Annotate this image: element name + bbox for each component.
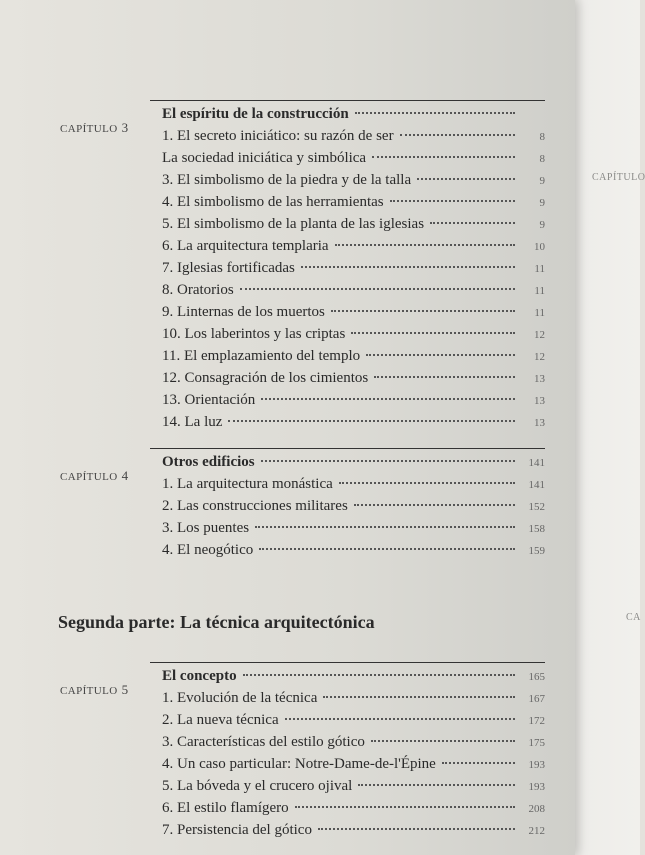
- dot-leader: [335, 244, 515, 246]
- entry-title: La sociedad iniciática y simbólica: [162, 150, 367, 166]
- toc-entry: [162, 498, 545, 520]
- entry-page-number: 12: [534, 329, 545, 341]
- chapter-number: 4: [121, 468, 129, 483]
- entry-page-number: 208: [528, 803, 545, 815]
- toc-entry: [162, 542, 545, 564]
- toc-entry: [162, 476, 545, 498]
- toc-entry: [162, 282, 545, 304]
- entry-title: 1. Evolución de la técnica: [162, 690, 318, 706]
- dot-leader: [442, 762, 515, 764]
- toc-entry: [162, 172, 545, 194]
- entry-title: 7. Persistencia del gótico: [162, 822, 312, 838]
- entry-title: 9. Linternas de los muertos: [162, 304, 325, 320]
- entry-page-number: 175: [528, 737, 545, 749]
- toc-entry: [162, 690, 545, 712]
- toc-entries: [162, 454, 545, 564]
- toc-entry: [162, 778, 545, 800]
- dot-leader: [240, 288, 515, 290]
- dot-leader: [228, 420, 515, 422]
- dot-leader: [358, 784, 515, 786]
- entry-page-number: 152: [528, 501, 545, 513]
- entry-title: 7. Iglesias fortificadas: [162, 260, 295, 276]
- dot-leader: [417, 178, 515, 180]
- dot-leader: [243, 674, 515, 676]
- dot-leader: [371, 740, 515, 742]
- dot-leader: [355, 112, 515, 114]
- entry-page-number: 212: [528, 825, 545, 837]
- entry-title: 1. La arquitectura monástica: [162, 476, 333, 492]
- entry-title: 5. La bóveda y el crucero ojival: [162, 778, 353, 794]
- entry-page-number: 8: [539, 131, 545, 143]
- entry-title: 6. El estilo flamígero: [162, 800, 289, 816]
- entry-title: 14. La luz: [162, 414, 223, 430]
- toc-entry: [162, 822, 545, 844]
- dot-leader: [255, 526, 515, 528]
- entry-page-number: 13: [534, 373, 545, 385]
- chapter-label: [60, 468, 129, 484]
- entry-page-number: 10: [534, 241, 545, 253]
- toc-entry: [162, 800, 545, 822]
- toc-entry: [162, 520, 545, 542]
- dot-leader: [295, 806, 515, 808]
- toc-entry: [162, 238, 545, 260]
- entry-page-number: 172: [528, 715, 545, 727]
- chapter-title-entry: [162, 106, 545, 128]
- entry-page-number: 167: [528, 693, 545, 705]
- chapter-label: [60, 120, 129, 136]
- dot-leader: [354, 504, 515, 506]
- toc-entry: [162, 216, 545, 238]
- dot-leader: [430, 222, 515, 224]
- toc-entry: [162, 756, 545, 778]
- chapter-number: 5: [121, 682, 129, 697]
- toc-entry: [162, 150, 545, 172]
- toc-entries: [162, 106, 545, 436]
- entry-title: 2. La nueva técnica: [162, 712, 279, 728]
- dot-leader: [331, 310, 515, 312]
- toc-entry: [162, 370, 545, 392]
- entry-title: Otros edificios: [162, 454, 255, 470]
- dot-leader: [372, 156, 515, 158]
- chapter-label-text: CAPÍTULO: [60, 123, 118, 135]
- entry-page-number: 13: [534, 417, 545, 429]
- chapter-rule: [150, 448, 545, 449]
- entry-title: 8. Oratorios: [162, 282, 234, 298]
- entry-page-number: 11: [534, 285, 545, 297]
- dot-leader: [259, 548, 515, 550]
- right-page-chapter-label: CA: [626, 612, 641, 623]
- entry-title: 5. El simbolismo de la planta de las iglesias: [162, 216, 425, 232]
- toc-entry: [162, 260, 545, 282]
- entry-page-number: 11: [534, 307, 545, 319]
- entry-title: 10. Los laberintos y las criptas: [162, 326, 346, 342]
- entry-page-number: 193: [528, 759, 545, 771]
- toc-entry: [162, 326, 545, 348]
- entry-title: 4. El simbolismo de las herramientas: [162, 194, 384, 210]
- dot-leader: [261, 398, 515, 400]
- toc-entry: [162, 392, 545, 414]
- entry-title: 2. Las construcciones militares: [162, 498, 348, 514]
- entry-title: 4. El neogótico: [162, 542, 254, 558]
- dot-leader: [351, 332, 515, 334]
- toc-entry: [162, 734, 545, 756]
- entry-title: 6. La arquitectura templaria: [162, 238, 329, 254]
- chapter-label-text: CAPÍTULO: [60, 685, 118, 697]
- dot-leader: [301, 266, 515, 268]
- toc-entry: [162, 304, 545, 326]
- chapter-label-text: CAPÍTULO: [60, 471, 118, 483]
- entry-page-number: 13: [534, 395, 545, 407]
- toc-entries: [162, 668, 545, 844]
- entry-page-number: 141: [528, 479, 545, 491]
- entry-title: 12. Consagración de los cimientos: [162, 370, 369, 386]
- chapter-title-entry: [162, 668, 545, 690]
- entry-title: 3. Características del estilo gótico: [162, 734, 365, 750]
- dot-leader: [261, 460, 515, 462]
- entry-page-number: 9: [539, 197, 545, 209]
- entry-title: 11. El emplazamiento del templo: [162, 348, 361, 364]
- entry-page-number: 158: [528, 523, 545, 535]
- entry-page-number: 193: [528, 781, 545, 793]
- entry-page-number: 9: [539, 219, 545, 231]
- entry-title: 3. El simbolismo de la piedra y de la talla: [162, 172, 412, 188]
- entry-page-number: 12: [534, 351, 545, 363]
- dot-leader: [339, 482, 515, 484]
- dot-leader: [400, 134, 515, 136]
- chapter-label: [60, 682, 129, 698]
- chapter-rule: [150, 662, 545, 663]
- entry-page-number: 8: [539, 153, 545, 165]
- entry-page-number: 9: [539, 175, 545, 187]
- entry-page-number: 11: [534, 263, 545, 275]
- entry-title: 13. Orientación: [162, 392, 256, 408]
- right-page-chapter-label: CAPÍTULO: [592, 172, 645, 183]
- toc-entry: [162, 348, 545, 370]
- chapter-rule: [150, 100, 545, 101]
- part-heading: Segunda parte: La técnica arquitectónica: [58, 612, 375, 632]
- entry-title: 1. El secreto iniciático: su razón de ser: [162, 128, 394, 144]
- chapter-title-entry: [162, 454, 545, 476]
- entry-page-number: 159: [528, 545, 545, 557]
- entry-title: El concepto: [162, 668, 237, 684]
- entry-page-number: 165: [528, 671, 545, 683]
- entry-page-number: 141: [528, 457, 545, 469]
- toc-entry: [162, 414, 545, 436]
- toc-entry: [162, 194, 545, 216]
- dot-leader: [374, 376, 515, 378]
- dot-leader: [323, 696, 515, 698]
- dot-leader: [285, 718, 515, 720]
- toc-entry: [162, 712, 545, 734]
- dot-leader: [318, 828, 515, 830]
- dot-leader: [390, 200, 515, 202]
- entry-title: 4. Un caso particular: Notre-Dame-de-l'Épine: [162, 756, 436, 772]
- entry-title: El espíritu de la construcción: [162, 106, 349, 122]
- chapter-number: 3: [121, 120, 129, 135]
- dot-leader: [366, 354, 515, 356]
- entry-title: 3. Los puentes: [162, 520, 250, 536]
- toc-entry: [162, 128, 545, 150]
